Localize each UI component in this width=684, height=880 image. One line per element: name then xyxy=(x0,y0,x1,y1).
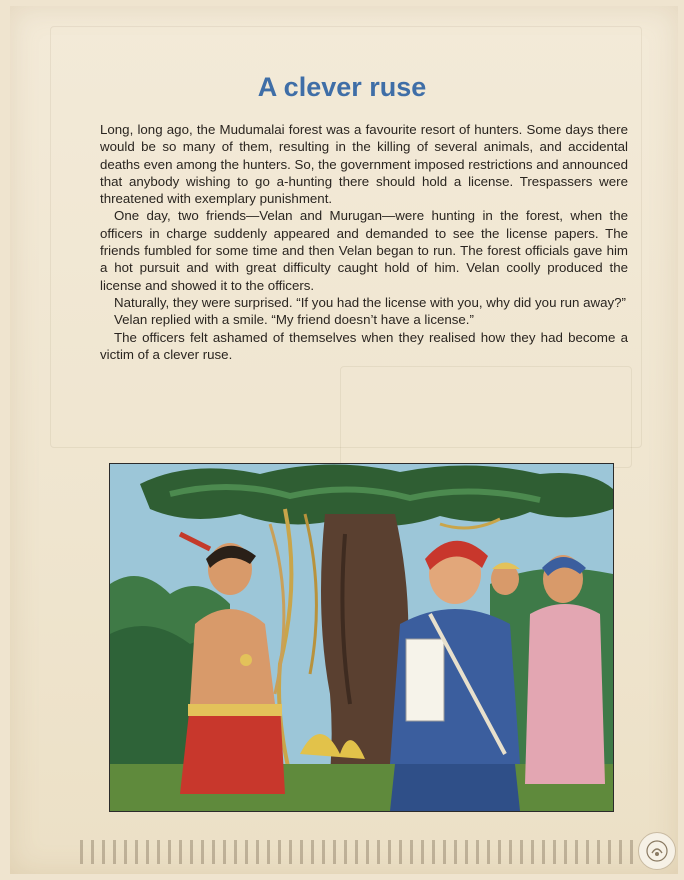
bottom-bleed-strip xyxy=(80,840,640,864)
story-paragraph: Long, long ago, the Mudumalai forest was a favourite resort of hunters. Some days there would be so many of them, resulting in the killing of several animals, and accidental deaths even among the hunters. So, the government imposed restrictions and announced that anybody wishing to go a-hunting there should hold a license. Trespassers were threatened with exemplary punishment. xyxy=(100,122,628,207)
story-body xyxy=(100,121,628,363)
story-illustration xyxy=(109,463,614,812)
illustration-scene xyxy=(110,464,613,811)
story-paragraph: Velan replied with a smile. “My friend doesn’t have a license.” xyxy=(114,312,474,328)
story-title: A clever ruse xyxy=(257,72,427,102)
show-through-column xyxy=(340,366,632,468)
story-paragraph: The officers felt ashamed of themselves when they realised how they had become a victim of a clever ruse. xyxy=(100,329,628,362)
story-paragraph: One day, two friends—Velan and Murugan—were hunting in the forest, when the officers in charge suddenly appeared and demanded to see the license papers. The friends fumbled for some time and then Velan began to run. The forest officials gave him a hot pursuit and with great difficulty caught hold of him. Velan coolly produced the license and showed it to the officers. xyxy=(100,208,628,293)
story-paragraph: Naturally, they were surprised. “If you had the license with you, why did you run away?” xyxy=(114,294,626,310)
publisher-stamp-icon xyxy=(638,832,676,870)
